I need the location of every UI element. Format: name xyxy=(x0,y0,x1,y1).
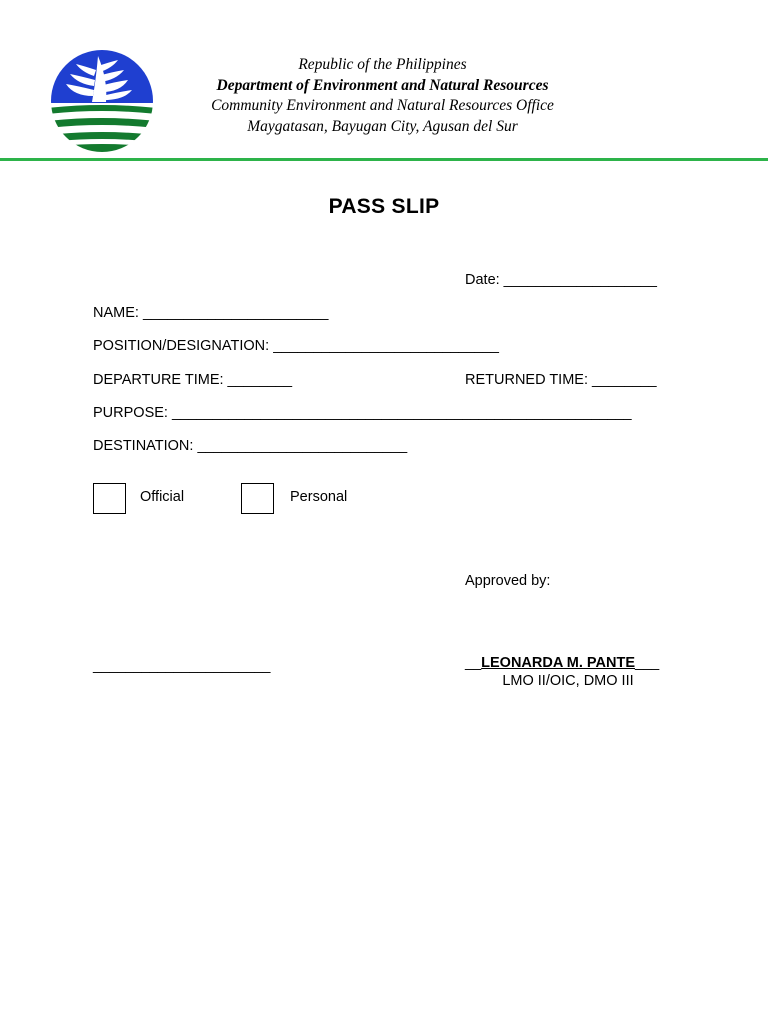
office-line: Community Environment and Natural Resources Office xyxy=(211,97,554,114)
document-title: PASS SLIP xyxy=(328,195,440,218)
official-checkbox[interactable] xyxy=(93,483,126,514)
position-field[interactable]: POSITION/DESIGNATION: ____________________________ xyxy=(93,338,499,354)
personal-checkbox[interactable] xyxy=(241,483,274,514)
header-divider xyxy=(0,158,768,161)
date-field[interactable]: Date: ___________________ xyxy=(465,272,657,288)
personal-label: Personal xyxy=(290,489,348,505)
approved-by-label: Approved by: xyxy=(465,573,551,589)
official-label: Official xyxy=(140,489,185,505)
republic-line: Republic of the Philippines xyxy=(298,56,467,73)
destination-field[interactable]: DESTINATION: __________________________ xyxy=(93,438,408,454)
approver-prefix-line: __ xyxy=(465,655,482,671)
departure-time-field[interactable]: DEPARTURE TIME: ________ xyxy=(93,372,293,388)
name-field[interactable]: NAME: _______________________ xyxy=(93,305,329,321)
approver-suffix-line: ___ xyxy=(635,655,660,671)
agency-header xyxy=(160,55,605,137)
approver-signature-line xyxy=(465,655,675,671)
purpose-field[interactable]: PURPOSE: _________________________________________________________ xyxy=(93,405,632,421)
approver-title: LMO II/OIC, DMO III xyxy=(502,673,634,689)
denr-logo xyxy=(48,50,156,152)
address-line: Maygatasan, Bayugan City, Agusan del Sur xyxy=(247,117,518,135)
department-line: Department of Environment and Natural Resources xyxy=(216,76,549,94)
returned-time-field[interactable]: RETURNED TIME: ________ xyxy=(465,372,657,388)
employee-signature-line[interactable]: ______________________ xyxy=(93,658,271,674)
approver-name: LEONARDA M. PANTE xyxy=(481,655,635,671)
